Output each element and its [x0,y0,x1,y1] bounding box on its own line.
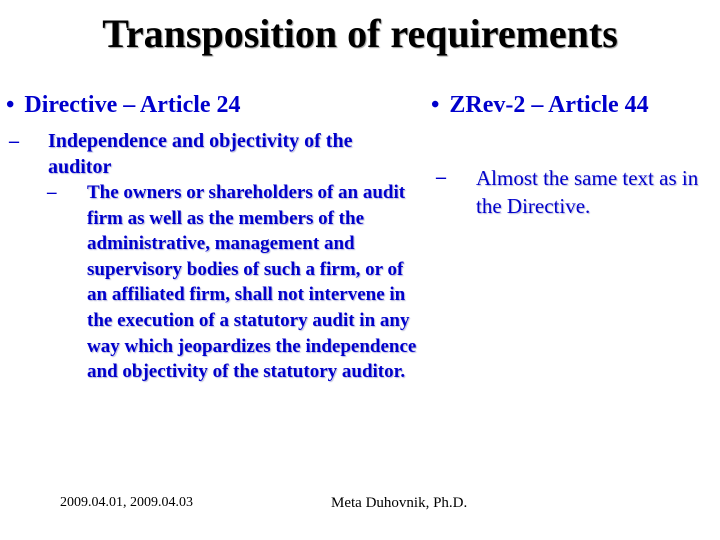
dash-icon: – [47,182,57,203]
footer-date: 2009.04.01, 2009.04.03 [60,495,193,510]
footer-author: Meta Duhovnik, Ph.D. [331,495,468,511]
left-subpoint: Independence and objectivity of the auditor [48,130,353,178]
left-heading [6,91,241,119]
dash-icon: – [9,130,19,152]
left-subsubpoint: The owners or shareholders of an audit firm as well as the members of the administrative, management and supervisory bodies of such a firm, or of an affiliated firm, shall not intervene in the execution of a statutory audit in any way which jeopardizes the independence and objectivity of the statutory auditor. [87,182,417,383]
slide-title: Transposition of requirements [102,11,618,56]
right-heading [431,91,649,119]
right-subpoint: Almost the same text as in the Directive. [476,166,699,218]
bullet-icon: • [431,92,440,118]
left-heading-text: Directive – Article 24 [24,92,241,118]
bullet-icon: • [6,92,15,118]
right-heading-text: ZRev-2 – Article 44 [449,92,649,118]
dash-icon: – [436,166,446,188]
